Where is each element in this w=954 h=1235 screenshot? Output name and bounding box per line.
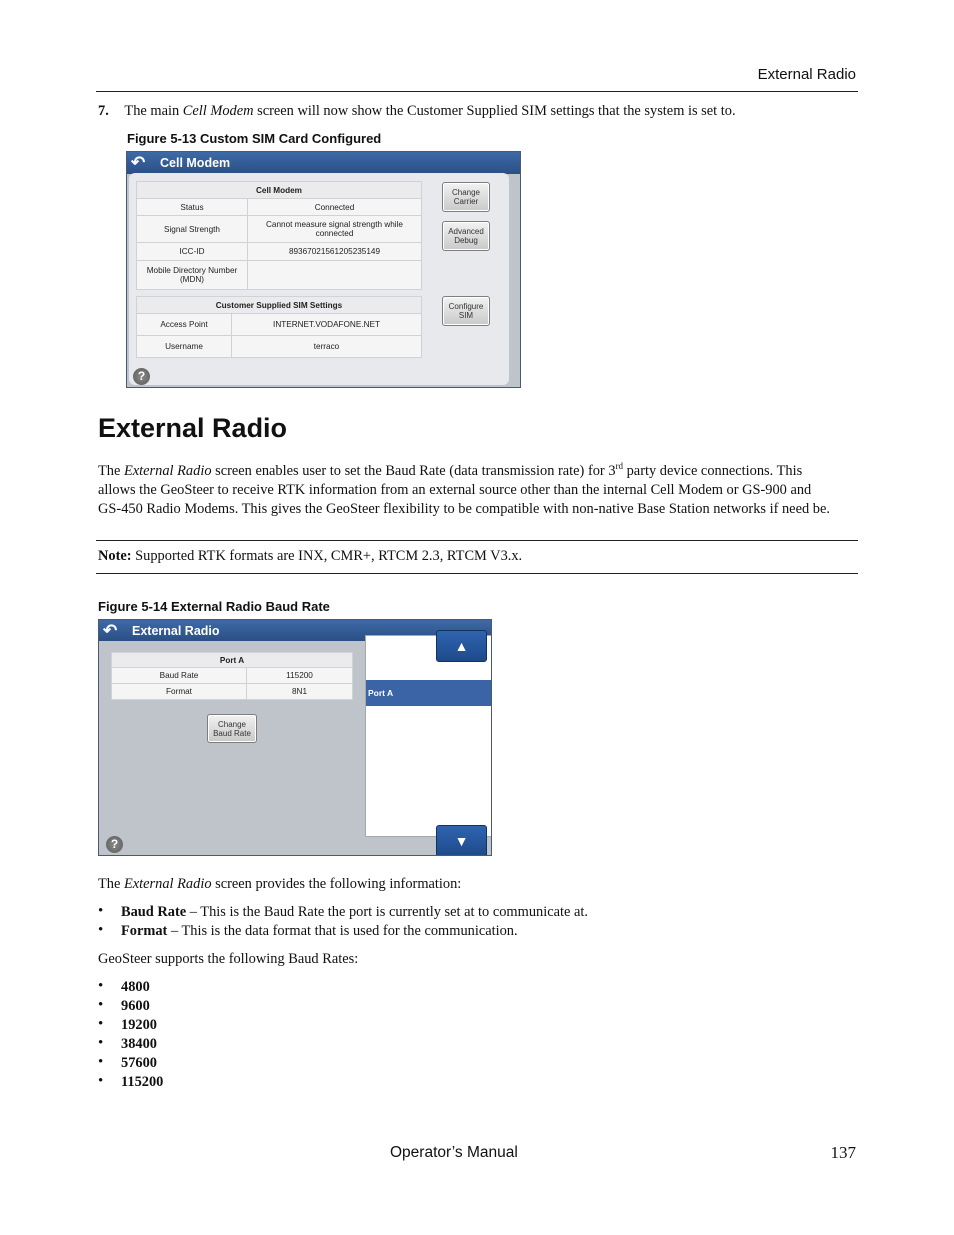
bullet-icon: • bbox=[98, 1016, 104, 1032]
icc-id-value: 89367021561205235149 bbox=[248, 243, 422, 261]
signal-strength-label: Signal Strength bbox=[137, 216, 248, 243]
info-paragraph bbox=[98, 875, 461, 894]
baud-rate-value: 115200 bbox=[121, 1074, 164, 1090]
port-table-header: Port A bbox=[112, 653, 353, 668]
baud-rate-item bbox=[98, 1054, 163, 1073]
section-title: External Radio bbox=[98, 413, 288, 443]
cell-modem-titlebar bbox=[127, 152, 520, 174]
icc-id-label: ICC-ID bbox=[137, 243, 248, 261]
step-text-after: screen will now show the Customer Supplied SIM settings that the system is set to. bbox=[253, 103, 736, 119]
footer-manual: Operator’s Manual bbox=[390, 1144, 518, 1161]
bullet-icon: • bbox=[98, 978, 104, 994]
bullet-icon: • bbox=[98, 922, 104, 938]
header-rule bbox=[96, 91, 858, 92]
cell-modem-table-header: Cell Modem bbox=[137, 182, 422, 199]
baud-rate-value: 57600 bbox=[121, 1055, 157, 1071]
note-bottom-rule bbox=[96, 573, 858, 574]
baud-rate-label: Baud Rate bbox=[112, 668, 247, 684]
note-text: Supported RTK formats are INX, CMR+, RTCM 2.3, RTCM V3.x. bbox=[131, 548, 523, 564]
info-text-2: screen provides the following information: bbox=[211, 876, 462, 892]
mdn-value bbox=[248, 261, 422, 290]
back-arrow-icon[interactable]: ↶ bbox=[131, 153, 146, 172]
format-label: Format bbox=[112, 684, 247, 700]
intro-line-2: allows the GeoSteer to receive RTK information from an external source other than the internal Cell Modem or GS-900 and bbox=[98, 481, 812, 498]
baud-rate-item bbox=[98, 1035, 163, 1054]
bullet-icon: • bbox=[98, 903, 104, 919]
page-number: 137 bbox=[830, 1143, 856, 1162]
external-radio-title: External Radio bbox=[132, 624, 220, 638]
note bbox=[98, 547, 522, 566]
help-icon[interactable]: ? bbox=[106, 836, 123, 853]
change-carrier-button[interactable]: Change Carrier bbox=[442, 182, 490, 212]
running-head: External Radio bbox=[757, 66, 856, 83]
step-number: 7. bbox=[98, 103, 109, 119]
signal-strength-value: Cannot measure signal strength while connected bbox=[248, 216, 422, 243]
port-list-item[interactable]: Port A bbox=[366, 680, 492, 706]
intro-text-1: The bbox=[98, 462, 124, 479]
username-label: Username bbox=[137, 336, 232, 358]
note-top-rule bbox=[96, 540, 858, 541]
step-text-italic: Cell Modem bbox=[182, 103, 254, 119]
bullet-icon: • bbox=[98, 1054, 104, 1070]
help-icon[interactable]: ? bbox=[133, 368, 150, 385]
baud-rate-value: 9600 bbox=[121, 998, 150, 1014]
bullet-term: Baud Rate bbox=[121, 904, 187, 920]
access-point-label: Access Point bbox=[137, 314, 232, 336]
intro-text-3: party device connections. This bbox=[623, 462, 803, 479]
baud-rate-item bbox=[98, 1016, 163, 1035]
status-label: Status bbox=[137, 199, 248, 216]
baud-rate-item bbox=[98, 1073, 163, 1092]
cell-modem-title: Cell Modem bbox=[160, 156, 231, 170]
intro-line-1 bbox=[98, 457, 868, 481]
info-text-1: The bbox=[98, 876, 124, 892]
port-list[interactable] bbox=[365, 635, 492, 837]
format-value: 8N1 bbox=[247, 684, 353, 700]
scroll-down-icon[interactable]: ▼ bbox=[436, 825, 487, 856]
advanced-debug-button[interactable]: Advanced Debug bbox=[442, 221, 490, 251]
back-arrow-icon[interactable]: ↶ bbox=[103, 621, 118, 640]
bullet-icon: • bbox=[98, 997, 104, 1013]
bullet-format bbox=[98, 922, 588, 941]
info-italic: External Radio bbox=[123, 876, 212, 892]
figure-13-caption: Figure 5-13 Custom SIM Card Configured bbox=[127, 131, 382, 146]
external-radio-screenshot bbox=[98, 619, 492, 856]
bullet-desc: – This is the data format that is used for the communication. bbox=[167, 923, 518, 939]
baud-rate-value: 4800 bbox=[121, 979, 150, 995]
sim-settings-table bbox=[136, 296, 422, 358]
baud-rate-value: 19200 bbox=[121, 1017, 157, 1033]
baud-rates-intro: GeoSteer supports the following Baud Rates: bbox=[98, 951, 359, 967]
change-baud-rate-button[interactable]: Change Baud Rate bbox=[207, 714, 257, 743]
port-table bbox=[111, 652, 353, 700]
username-value: terraco bbox=[232, 336, 422, 358]
bullet-icon: • bbox=[98, 1035, 104, 1051]
intro-line-3: GS-450 Radio Modems. This gives the GeoSteer flexibility to be compatible with non-native Base Station networks if need be. bbox=[98, 500, 830, 517]
bullet-desc: – This is the Baud Rate the port is currently set at to communicate at. bbox=[186, 904, 588, 920]
cell-modem-table bbox=[136, 181, 422, 290]
bullet-icon: • bbox=[98, 1073, 104, 1089]
intro-italic: External Radio bbox=[123, 462, 212, 479]
section-intro bbox=[98, 457, 868, 519]
figure-14-caption: Figure 5-14 External Radio Baud Rate bbox=[98, 599, 330, 614]
info-bullets bbox=[98, 903, 588, 941]
step-7 bbox=[98, 102, 736, 121]
baud-rate-list bbox=[98, 978, 163, 1092]
baud-rate-value: 115200 bbox=[247, 668, 353, 684]
sim-settings-header: Customer Supplied SIM Settings bbox=[137, 297, 422, 314]
cell-modem-screenshot bbox=[126, 151, 521, 388]
status-value: Connected bbox=[248, 199, 422, 216]
bullet-term: Format bbox=[121, 923, 168, 939]
configure-sim-button[interactable]: Configure SIM bbox=[442, 296, 490, 326]
step-text-before: The main bbox=[124, 103, 183, 119]
bullet-baud-rate bbox=[98, 903, 588, 922]
note-label: Note: bbox=[98, 548, 132, 564]
access-point-value: INTERNET.VODAFONE.NET bbox=[232, 314, 422, 336]
baud-rate-item bbox=[98, 978, 163, 997]
baud-rate-value: 38400 bbox=[121, 1036, 157, 1052]
intro-superscript: rd bbox=[615, 461, 624, 471]
baud-rate-item bbox=[98, 997, 163, 1016]
scroll-up-icon[interactable]: ▲ bbox=[436, 630, 487, 662]
intro-text-2: screen enables user to set the Baud Rate (data transmission rate) for 3 bbox=[211, 462, 616, 479]
mdn-label: Mobile Directory Number (MDN) bbox=[137, 261, 248, 290]
